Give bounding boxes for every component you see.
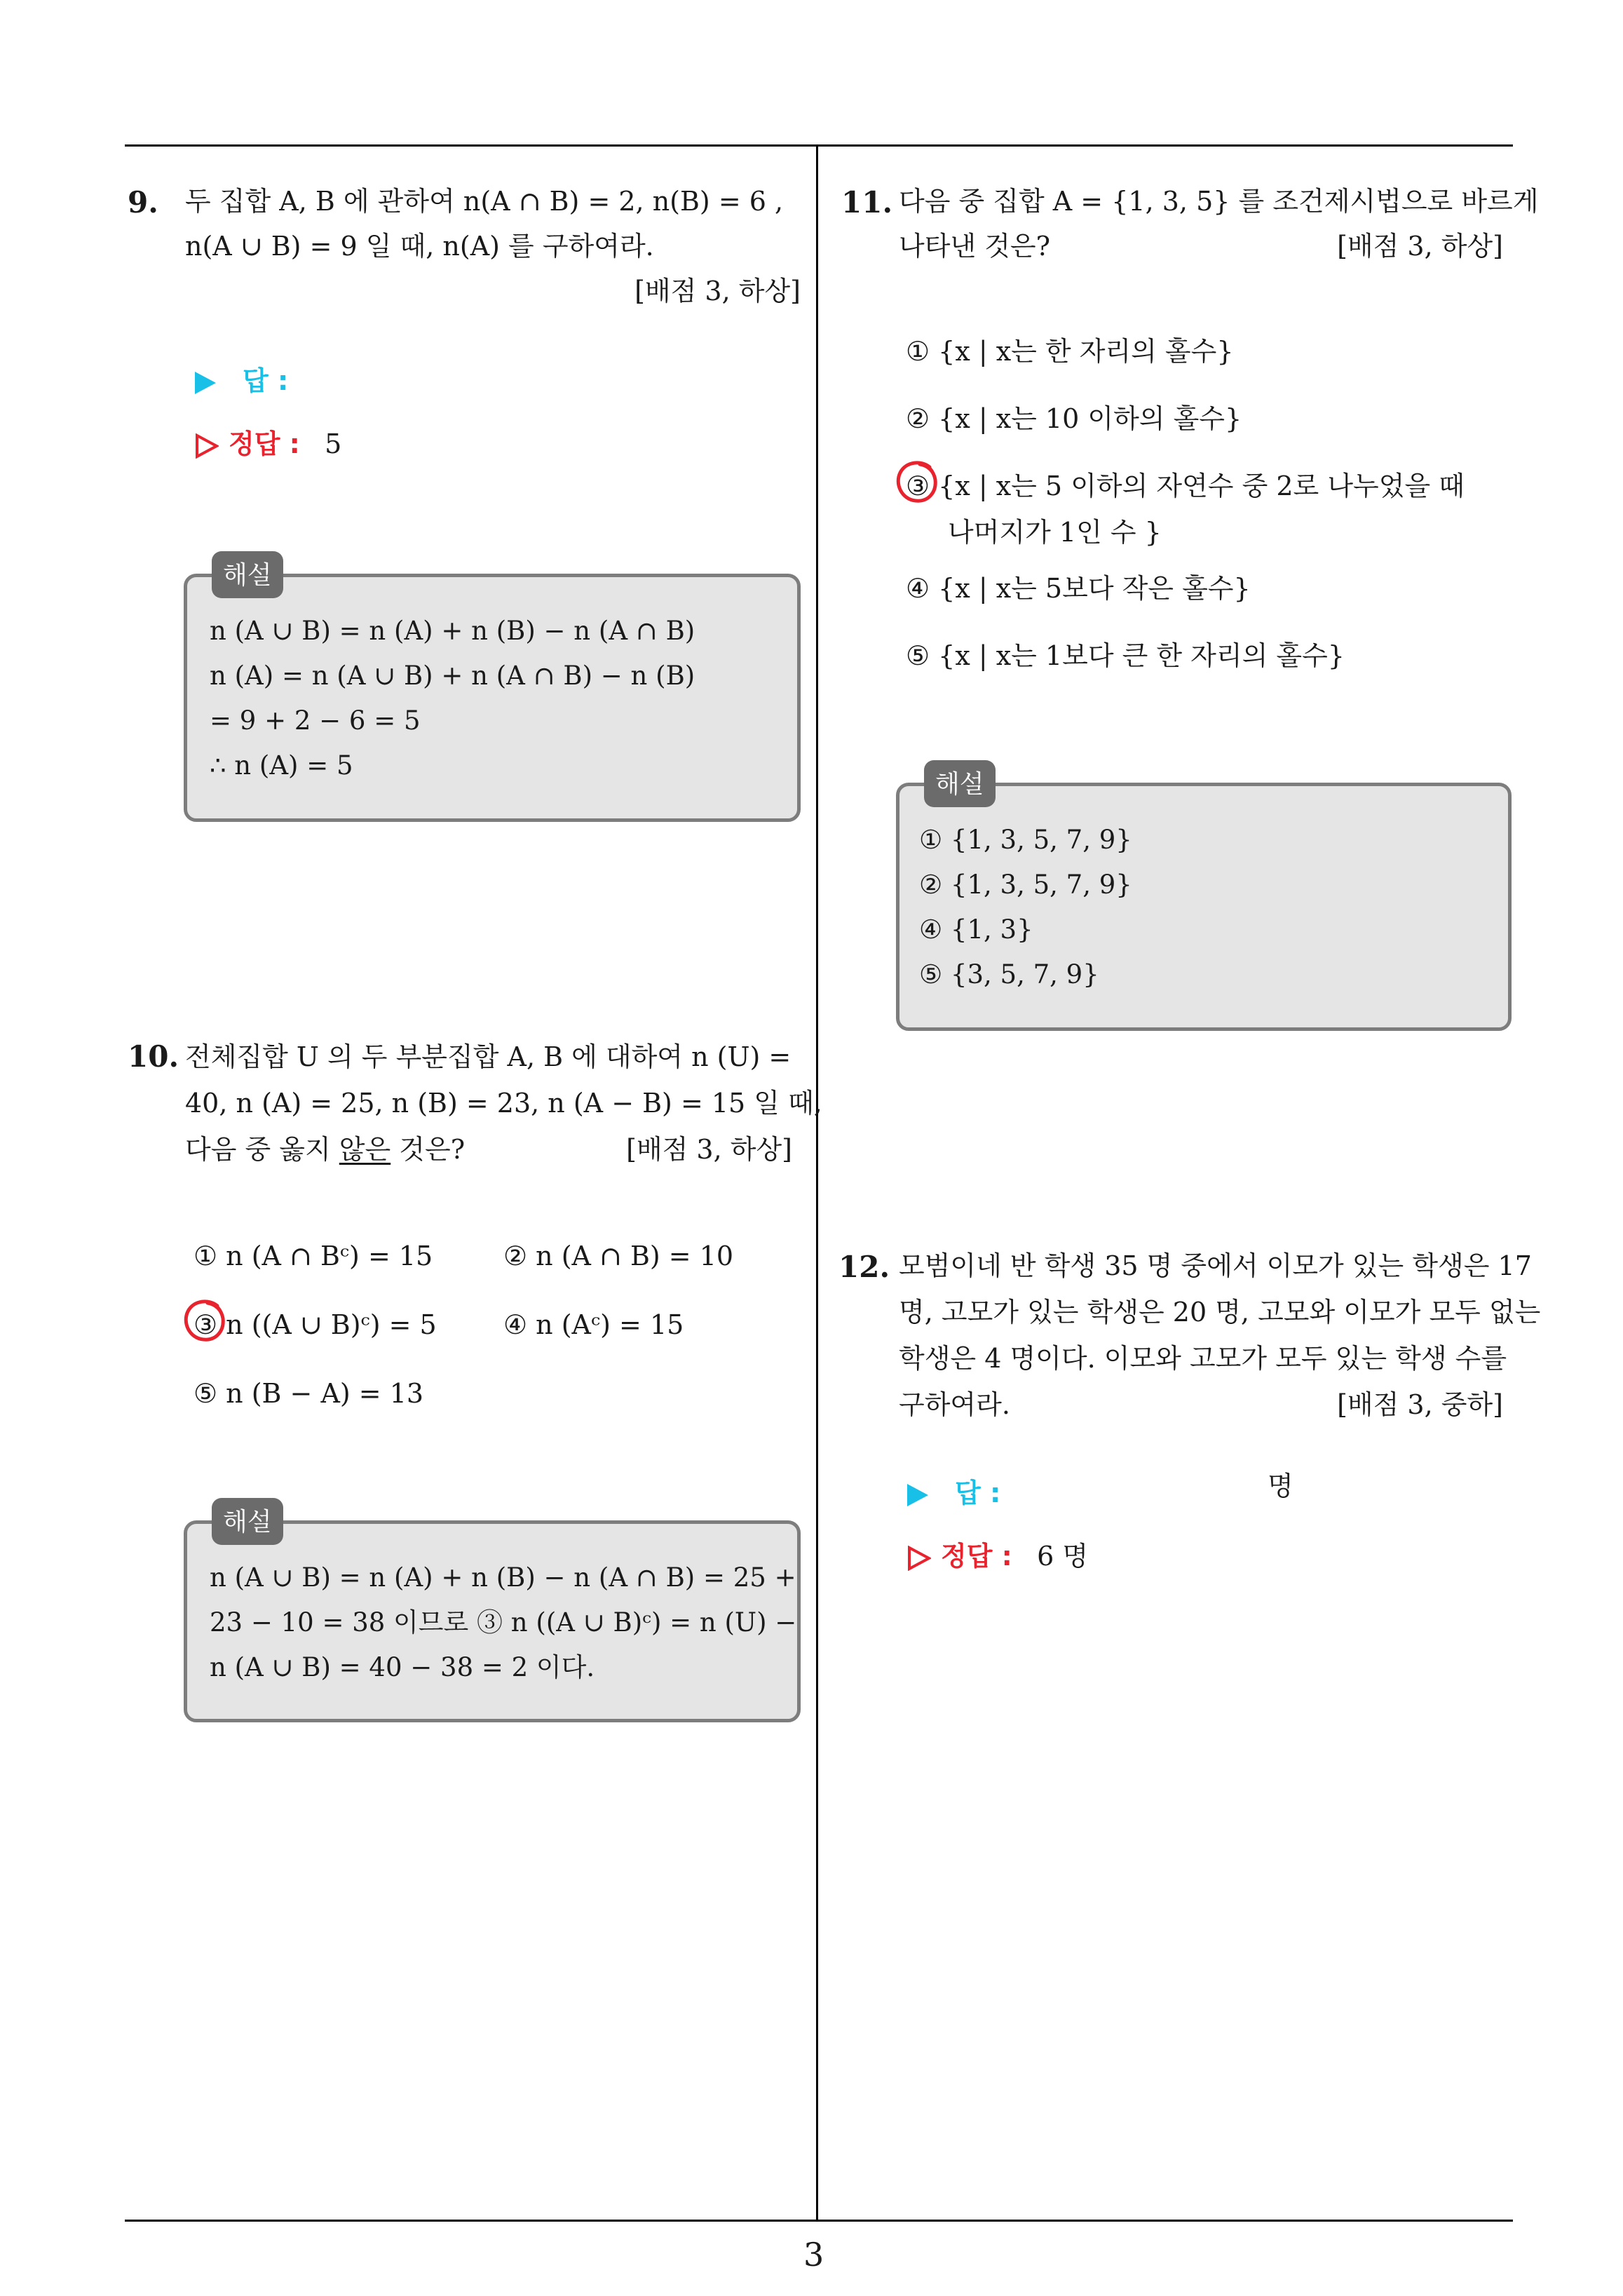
question-10-option-5[interactable]: ⑤ n (B − A) = 13 xyxy=(193,1378,424,1409)
explanation-line: n (A ∪ B) = 40 − 38 = 2 이다. xyxy=(210,1652,595,1682)
question-12-line-3: 학생은 4 명이다. 이모와 고모가 모두 있는 학생 수를 xyxy=(899,1343,1507,1374)
question-11-option-3[interactable]: ③ {x | x는 5 이하의 자연수 중 2로 나누었을 때 xyxy=(906,471,1465,501)
question-9-explanation-tag: 해설 xyxy=(212,551,283,598)
question-12-score: [배점 3, 중하] xyxy=(1337,1389,1503,1420)
question-9-answer[interactable] xyxy=(195,359,288,398)
question-9-score: [배점 3, 하상] xyxy=(634,276,801,306)
question-11-option-5[interactable]: ⑤ {x | x는 1보다 큰 한 자리의 홀수} xyxy=(906,640,1345,671)
red-circle-mark-icon xyxy=(181,1296,230,1345)
explanation-line: ∴ n (A) = 5 xyxy=(210,750,353,781)
explanation-line: ① {1, 3, 5, 7, 9} xyxy=(919,825,1132,855)
question-12-answer-unit: 명 xyxy=(1268,1471,1293,1501)
explanation-line: ⑤ {3, 5, 7, 9} xyxy=(919,959,1099,990)
column-divider xyxy=(816,144,818,2222)
question-10-line-2: 40, n (A) = 25, n (B) = 23, n (A − B) = 15 일 때, xyxy=(185,1088,822,1119)
question-12-line-1: 모범이네 반 학생 35 명 중에서 이모가 있는 학생은 17 xyxy=(899,1250,1532,1281)
question-10-line-3-post: 것은? xyxy=(391,1134,466,1165)
explanation-line: ② {1, 3, 5, 7, 9} xyxy=(919,870,1132,900)
page-number: 3 xyxy=(803,2236,824,2274)
question-10-line-3-pre: 다음 중 옳지 xyxy=(185,1134,339,1165)
question-12-number: 12. xyxy=(838,1250,890,1284)
correct-value: 6 명 xyxy=(1037,1541,1089,1572)
question-11-line-1: 다음 중 집합 A = {1, 3, 5} 를 조건제시법으로 바르게 xyxy=(899,186,1539,217)
question-10-score: [배점 3, 하상] xyxy=(626,1134,792,1165)
correct-value: 5 xyxy=(325,428,342,459)
question-11-number: 11. xyxy=(841,185,893,220)
question-12-line-2: 명, 고모가 있는 학생은 20 명, 고모와 이모가 모두 없는 xyxy=(899,1297,1541,1328)
hollow-triangle-icon xyxy=(195,433,219,459)
question-10-line-1: 전체집합 U 의 두 부분집합 A, B 에 대하여 n (U) = xyxy=(185,1041,792,1072)
correct-label: 정답 : xyxy=(229,428,300,459)
question-11-option-2[interactable]: ② {x | x는 10 이하의 홀수} xyxy=(906,403,1242,434)
red-circle-mark-icon xyxy=(893,457,942,506)
question-10-number: 10. xyxy=(128,1039,179,1074)
question-10-option-3[interactable]: ③ n ((A ∪ B)ᶜ) = 5 xyxy=(193,1309,437,1340)
explanation-line: = 9 + 2 − 6 = 5 xyxy=(210,705,421,736)
explanation-line: ④ {1, 3} xyxy=(919,914,1033,945)
question-10-option-4[interactable]: ④ n (Aᶜ) = 15 xyxy=(503,1309,684,1340)
bottom-rule xyxy=(125,2220,1513,2222)
play-icon xyxy=(195,372,216,394)
question-10-option-1[interactable]: ① n (A ∩ Bᶜ) = 15 xyxy=(193,1241,433,1271)
question-10-option-2[interactable]: ② n (A ∩ B) = 10 xyxy=(503,1241,734,1271)
explanation-line: n (A ∪ B) = n (A) + n (B) − n (A ∩ B) = 25 + xyxy=(210,1562,796,1593)
explanation-line: n (A ∪ B) = n (A) + n (B) − n (A ∩ B) xyxy=(210,616,695,646)
question-12-line-4: 구하여라. xyxy=(899,1389,1010,1420)
question-10-explanation-box xyxy=(184,1520,801,1722)
question-11-option-3-cont: 나머지가 1인 수 } xyxy=(948,517,1162,548)
question-10-line-3 xyxy=(185,1136,465,1163)
explanation-line: n (A) = n (A ∪ B) + n (A ∩ B) − n (B) xyxy=(210,661,695,691)
play-icon xyxy=(907,1484,928,1506)
question-11-option-1[interactable]: ① {x | x는 한 자리의 홀수} xyxy=(906,336,1234,367)
question-10-underlined-word: 않은 xyxy=(339,1134,391,1165)
question-12-correct xyxy=(907,1534,1088,1573)
answer-label: 답 : xyxy=(243,365,289,396)
question-11-option-4[interactable]: ④ {x | x는 5보다 작은 홀수} xyxy=(906,573,1251,604)
top-rule xyxy=(125,144,1513,147)
question-9-line-1: 두 집합 A, B 에 관하여 n(A ∩ B) = 2, n(B) = 6 , xyxy=(185,186,784,217)
question-12-answer[interactable] xyxy=(907,1471,1000,1510)
explanation-line: 23 − 10 = 38 이므로 ③ n ((A ∪ B)ᶜ) = n (U) − xyxy=(210,1607,797,1637)
correct-label: 정답 : xyxy=(941,1541,1012,1572)
question-11-explanation-box xyxy=(896,783,1512,1031)
answer-label: 답 : xyxy=(955,1478,1001,1508)
hollow-triangle-icon xyxy=(907,1546,931,1571)
question-11-explanation-tag: 해설 xyxy=(924,760,996,807)
question-10-explanation-tag: 해설 xyxy=(212,1498,283,1545)
question-9-correct xyxy=(195,422,341,461)
question-11-score: [배점 3, 하상] xyxy=(1337,231,1503,262)
question-9-number: 9. xyxy=(128,185,158,220)
question-11-line-2: 나타낸 것은? xyxy=(899,231,1050,262)
question-9-line-2: n(A ∪ B) = 9 일 때, n(A) 를 구하여라. xyxy=(185,231,654,262)
question-9-explanation-box xyxy=(184,574,801,822)
